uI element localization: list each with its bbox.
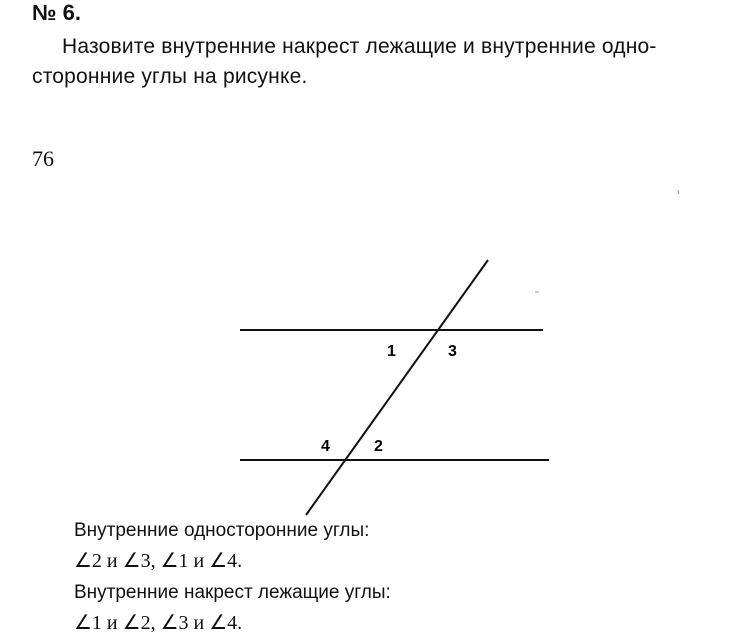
angle-label-1: 1 xyxy=(387,343,396,360)
angle-label-3: 3 xyxy=(448,343,457,360)
answer-block xyxy=(74,515,391,639)
angle-label-2: 2 xyxy=(374,438,383,455)
scan-speck xyxy=(678,190,679,194)
alternate-heading: Внутренние накрест лежащие углы: xyxy=(74,582,391,603)
problem-text-line-1: Назовите внутренние накрест лежащие и внутренние одно- xyxy=(62,35,657,58)
one-sided-heading: Внутренние односторонние углы: xyxy=(74,520,370,541)
problem-number: № 6. xyxy=(32,0,81,25)
problem-text-line-2: сторонние углы на рисунке. xyxy=(32,65,308,88)
alternate-angles: ∠1 и ∠2, ∠3 и ∠4. xyxy=(74,612,243,634)
transversal-line xyxy=(306,260,488,515)
page-number: 76 xyxy=(32,146,54,171)
one-sided-angles: ∠2 и ∠3, ∠1 и ∠4. xyxy=(74,550,243,572)
angle-label-4: 4 xyxy=(321,438,330,455)
